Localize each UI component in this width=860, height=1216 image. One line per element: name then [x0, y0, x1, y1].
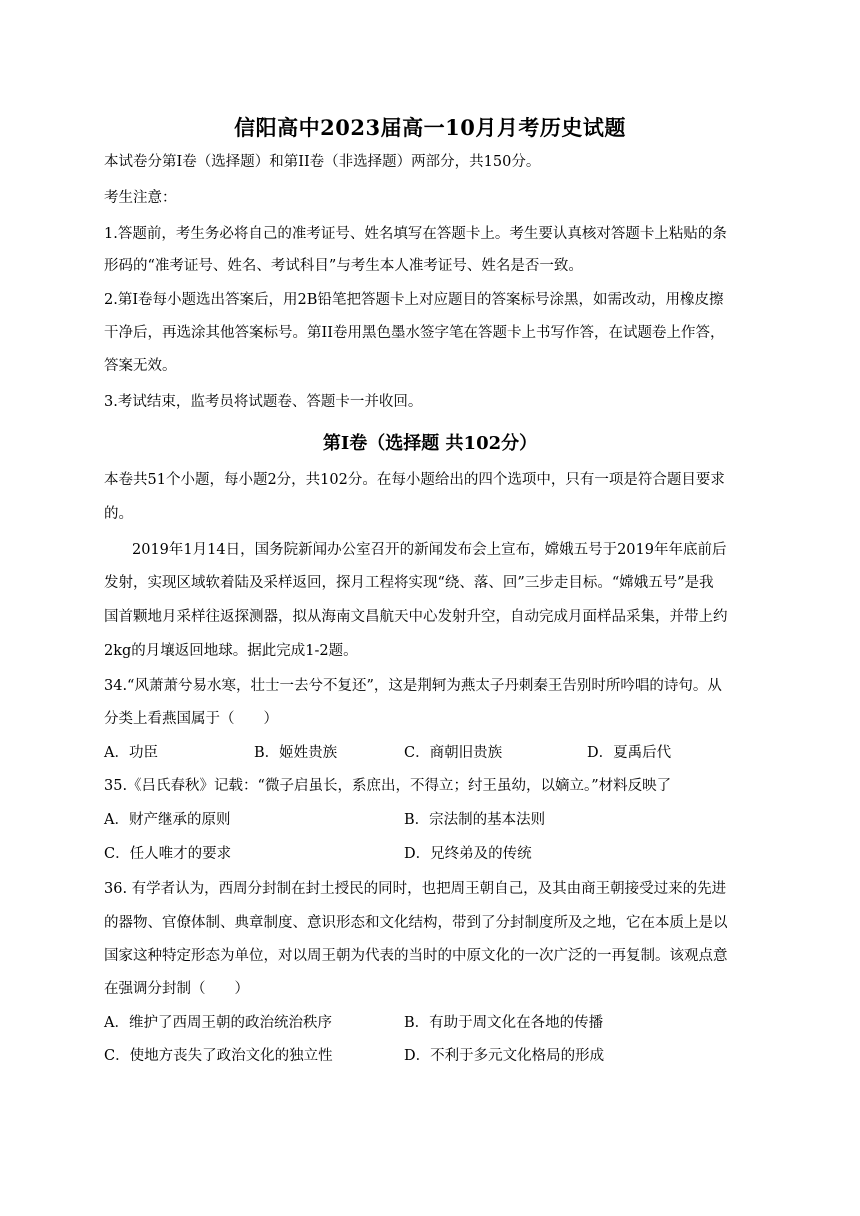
section-instruction-line-1: 本卷共51个小题，每小题2分，共102分。在每小题给出的四个选项中，只有一项是符合题目要求 — [104, 472, 725, 488]
question-36-stem-1: 36. 有学者认为，西周分封制在封土授民的同时，也把周王朝自己，及其由商王朝接受过来的先进 — [104, 881, 727, 897]
note-2-line-3: 答案无效。 — [104, 358, 177, 374]
option-b: B．宗法制的基本法则 — [404, 812, 546, 828]
option-c: C．商朝旧贵族 — [404, 745, 503, 761]
option-a: A．维护了西周王朝的政治统治秩序 — [104, 1015, 332, 1031]
exam-title: 信阳高中2023届高一10月月考历史试题 — [234, 115, 626, 140]
note-3-line-1: 3.考试结束，监考员将试题卷、答题卡一并收回。 — [104, 394, 423, 410]
question-36-stem-4: 在强调分封制（ ） — [104, 981, 249, 997]
section-instruction-line-2: 的。 — [104, 506, 133, 522]
material-line-1: 2019年1月14日，国务院新闻办公室召开的新闻发布会上宣布，嫦娥五号于2019年年底前后 — [132, 542, 727, 558]
question-36-stem-3: 国家这种特定形态为单位，对以周王朝为代表的当时的中原文化的一次广泛的一再复制。该观点意 — [104, 948, 728, 964]
option-a: A．功臣 — [104, 745, 158, 761]
option-d: D．不利于多元文化格局的形成 — [404, 1048, 605, 1064]
note-1-line-2: 形码的“准考证号、姓名、考试科目”与考生本人准考证号、姓名是否一致。 — [104, 258, 583, 274]
question-35-stem-1: 35.《吕氏春秋》记载：“微子启虽长，系庶出，不得立；纣王虽幼，以嫡立。”材料反映了 — [104, 778, 672, 794]
notice-heading: 考生注意： — [104, 190, 177, 206]
composition-line: 本试卷分第I卷（选择题）和第II卷（非选择题）两部分，共150分。 — [104, 154, 541, 170]
option-c: C．使地方丧失了政治文化的独立性 — [104, 1048, 333, 1064]
material-line-4: 2kg的月壤返回地球。据此完成1-2题。 — [104, 643, 358, 659]
question-36-stem-2: 的器物、官僚体制、典章制度、意识形态和文化结构，带到了分封制度所及之地，它在本质上是以 — [104, 915, 728, 931]
note-1-line-1: 1.答题前，考生务必将自己的准考证号、姓名填写在答题卡上。考生要认真核对答题卡上粘贴的条 — [104, 226, 727, 242]
question-34-stem-2: 分类上看燕国属于（ ） — [104, 711, 278, 727]
option-d: D．兄终弟及的传统 — [404, 846, 532, 862]
option-a: A．财产继承的原则 — [104, 812, 231, 828]
option-b: B．姬姓贵族 — [254, 745, 338, 761]
material-line-2: 发射，实现区域软着陆及采样返回，探月工程将实现“绕、落、回”三步走目标。“嫦娥五号”是我 — [104, 575, 714, 591]
option-b: B．有助于周文化在各地的传播 — [404, 1015, 604, 1031]
material-line-3: 国首颗地月采样往返探测器，拟从海南文昌航天中心发射升空，自动完成月面样品采集，并带上约 — [104, 609, 728, 625]
note-2-line-2: 干净后，再选涂其他答案标号。第II卷用黑色墨水签字笔在答题卡上书写作答，在试题卷上作答， — [104, 325, 725, 341]
option-d: D．夏禹后代 — [587, 745, 672, 761]
question-34-stem-1: 34.“风萧萧兮易水寒，壮士一去兮不复还”，这是荆轲为燕太子丹刺秦王告别时所吟唱的诗句。从 — [104, 678, 722, 694]
section-title: 第I卷（选择题 共102分） — [322, 433, 538, 454]
option-c: C．任人唯才的要求 — [104, 846, 232, 862]
note-2-line-1: 2.第I卷每小题选出答案后，用2B铅笔把答题卡上对应题目的答案标号涂黑，如需改动，用橡皮擦 — [104, 292, 724, 308]
